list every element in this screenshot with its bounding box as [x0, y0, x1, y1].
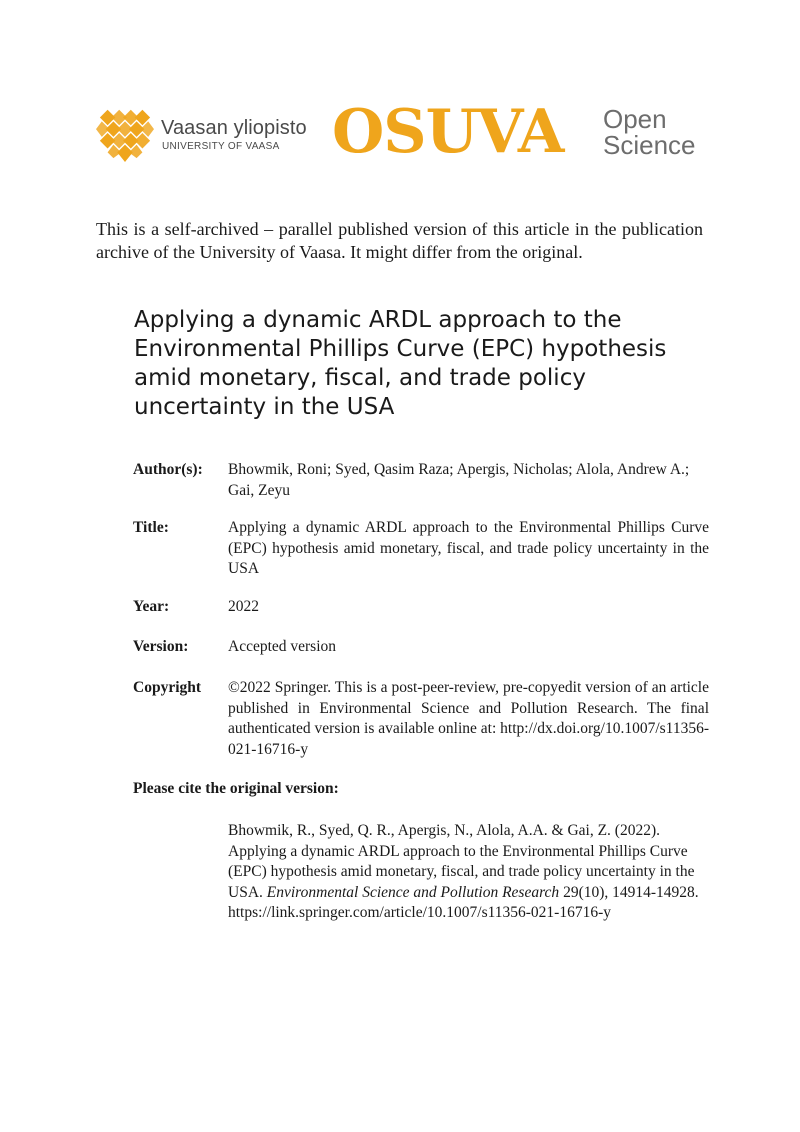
open-science-tag [603, 106, 696, 158]
year-row [133, 597, 709, 618]
version-label: Version: [133, 638, 189, 655]
copyright-row [133, 678, 709, 760]
citation-journal: Environmental Science and Pollution Research [266, 883, 560, 901]
copyright-label: Copyright [133, 679, 202, 696]
heart-lattice-icon [96, 104, 154, 162]
year-label: Year: [133, 598, 170, 615]
title-value: Applying a dynamic ARDL approach to the Environmental Phillips Curve (EPC) hypothesis amid monetary, fiscal, and trade policy uncertainty in the USA [228, 519, 709, 577]
year-value: 2022 [228, 598, 259, 615]
open-science-line-2: Science [603, 130, 696, 160]
page-header [96, 97, 716, 170]
self-archive-notice: This is a self-archived – parallel published version of this article in the publication archive of the University of Vaasa. It might differ from the original. [96, 219, 703, 262]
university-name: Vaasan yliopisto [161, 117, 307, 139]
version-row [133, 637, 709, 658]
cite-heading: Please cite the original version: [133, 780, 339, 797]
citation-part-1: Bhowmik, R., Syed, Q. R., Apergis, N., Alola, A.A. & Gai, Z. (2022). Applying a dynamic ARDL approach to the Environmental Phillips Curve (EPC) hypothesis amid monetary, fiscal, and trade policy uncertainty in the USA. [228, 822, 695, 901]
open-science-line-1: Open [603, 104, 667, 134]
citation-text [228, 821, 708, 924]
article-title: Applying a dynamic ARDL approach to the Environmental Phillips Curve (EPC) hypothesis amid monetary, fiscal, and trade policy uncertainty in the USA [134, 307, 667, 420]
authors-value: Bhowmik, Roni; Syed, Qasim Raza; Apergis, Nicholas; Alola, Andrew A.; Gai, Zeyu [228, 461, 690, 499]
citation-part-2: 29(10), 14914-14928. https://link.springer.com/article/10.1007/s11356-021-16716-y [228, 883, 699, 921]
version-value: Accepted version [228, 638, 337, 655]
university-name-sub: UNIVERSITY OF VAASA [162, 141, 280, 152]
title-row [133, 518, 709, 580]
copyright-value: ©2022 Springer. This is a post-peer-review, pre-copyedit version of an article published in Environmental Science and Pollution Research. The final authenticated version is available online at: http://dx.doi.org/10.1007/s11356-021-16716-y [228, 679, 709, 758]
title-label: Title: [133, 519, 169, 536]
authors-label: Author(s): [133, 461, 203, 478]
osuva-logo: OSUVA [332, 97, 564, 167]
authors-row [133, 460, 709, 501]
